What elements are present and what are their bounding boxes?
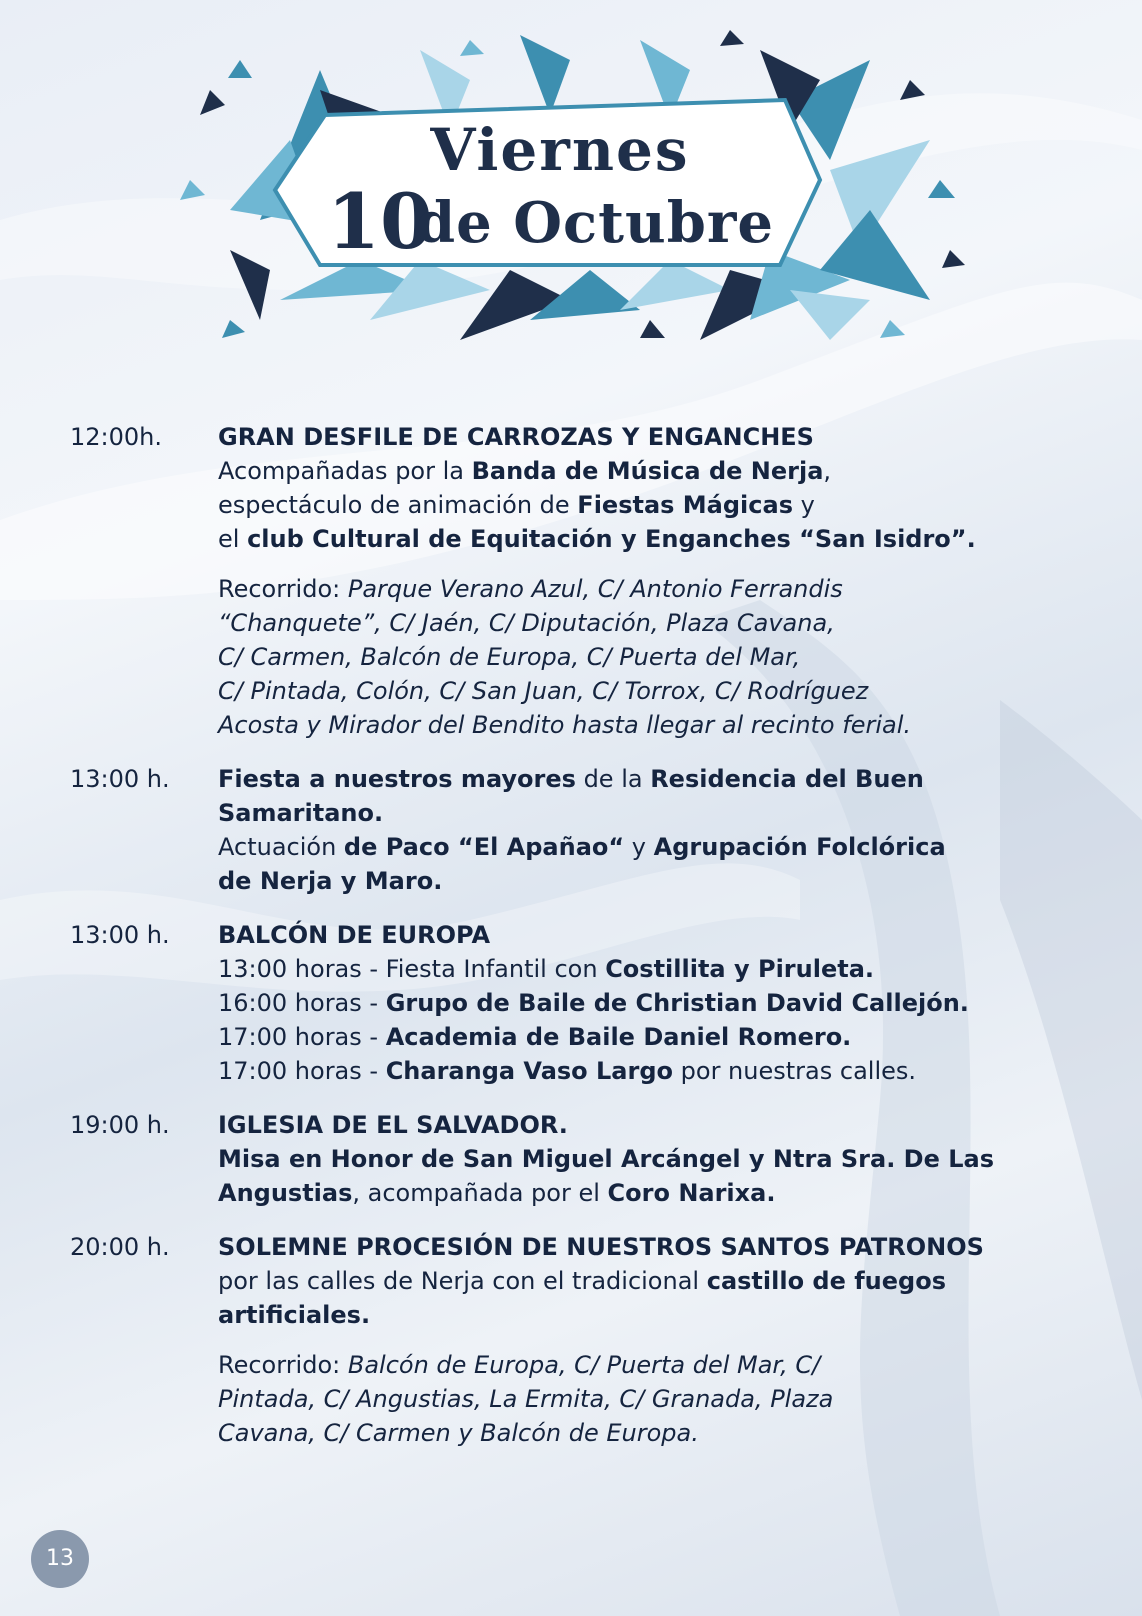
title-month: de Octubre	[415, 190, 775, 256]
bold-text: Misa en Honor de San Miguel Arcángel y Ntra Sra. De Las	[218, 1145, 994, 1173]
event-item	[70, 1108, 1090, 1210]
bold-text: Agrupación Folclórica	[653, 833, 946, 861]
text: por las calles de Nerja con el tradicional	[218, 1267, 707, 1295]
title-weekday: Viernes	[430, 116, 690, 184]
bold-text: de Nerja y Maro.	[218, 867, 443, 895]
route-line	[218, 572, 1090, 606]
event-item	[70, 918, 1090, 1088]
text: por nuestras calles.	[673, 1057, 917, 1085]
description-line	[218, 864, 1090, 898]
bold-text: Charanga Vaso Largo	[385, 1057, 674, 1085]
route-line	[218, 674, 1090, 708]
bold-text: Angustias	[218, 1179, 353, 1207]
schedule-line	[218, 986, 1090, 1020]
text: de la	[575, 765, 651, 793]
text: 16:00 horas -	[218, 989, 386, 1017]
route-block	[218, 572, 1090, 742]
text: y	[792, 491, 815, 519]
description-line	[218, 1108, 1090, 1142]
event-description	[218, 762, 1090, 898]
bold-text: GRAN DESFILE DE CARROZAS Y ENGANCHES	[218, 423, 814, 451]
text: ,	[823, 457, 832, 485]
route-label: Recorrido:	[218, 1351, 348, 1379]
bold-text: BALCÓN DE EUROPA	[218, 921, 491, 949]
event-item	[70, 1230, 1090, 1450]
route-streets: C/ Pintada, Colón, C/ San Juan, C/ Torrox, C/ Rodríguez	[218, 677, 869, 705]
description-line	[218, 762, 1090, 796]
event-time: 12:00h.	[70, 423, 163, 451]
route-streets: “Chanquete”, C/ Jaén, C/ Diputación, Plaza Cavana,	[218, 609, 835, 637]
description-line	[218, 454, 1090, 488]
text: espectáculo de animación de	[218, 491, 578, 519]
text: Actuación	[218, 833, 344, 861]
description-line	[218, 830, 1090, 864]
route-line	[218, 708, 1090, 742]
event-description	[218, 420, 1090, 742]
bold-text: Grupo de Baile de Christian David Callejón.	[385, 989, 969, 1017]
route-streets: Acosta y Mirador del Bendito hasta llegar al recinto ferial.	[218, 711, 911, 739]
title-banner	[170, 20, 970, 350]
bold-text: Fiestas Mágicas	[577, 491, 793, 519]
event-time: 20:00 h.	[70, 1233, 170, 1261]
bold-text: castillo de fuegos	[706, 1267, 946, 1295]
description-line	[218, 918, 1090, 952]
bold-text: Coro Narixa.	[607, 1179, 776, 1207]
description-line	[218, 488, 1090, 522]
bold-text: Banda de Música de Nerja	[471, 457, 824, 485]
text: 17:00 horas -	[218, 1057, 386, 1085]
text: , acompañada por el	[352, 1179, 608, 1207]
text: 13:00 horas - Fiesta Infantil con	[218, 955, 606, 983]
route-line	[218, 1348, 1090, 1382]
bold-text: Costillita y Piruleta.	[605, 955, 875, 983]
bold-text: SOLEMNE PROCESIÓN DE NUESTROS SANTOS PATRONOS	[218, 1233, 984, 1261]
route-streets: Balcón de Europa, C/ Puerta del Mar, C/	[347, 1351, 821, 1379]
event-description	[218, 918, 1090, 1088]
event-item	[70, 762, 1090, 898]
event-description	[218, 1230, 1090, 1450]
description-line	[218, 796, 1090, 830]
route-streets: Parque Verano Azul, C/ Antonio Ferrandis	[347, 575, 843, 603]
bold-text: club Cultural de Equitación y Enganches “San Isidro”.	[247, 525, 976, 553]
event-time: 19:00 h.	[70, 1111, 170, 1139]
schedule-line	[218, 1020, 1090, 1054]
route-label: Recorrido:	[218, 575, 348, 603]
description-line	[218, 420, 1090, 454]
event-program	[70, 420, 1090, 1470]
text: 17:00 horas -	[218, 1023, 386, 1051]
description-line	[218, 1230, 1090, 1264]
bold-text: IGLESIA DE EL SALVADOR.	[218, 1111, 568, 1139]
event-description	[218, 1108, 1090, 1210]
bold-text: Residencia del Buen	[650, 765, 924, 793]
event-time: 13:00 h.	[70, 765, 170, 793]
text: y	[624, 833, 654, 861]
text: Acompañadas por la	[218, 457, 472, 485]
route-line	[218, 1382, 1090, 1416]
description-line	[218, 1264, 1090, 1298]
description-line	[218, 1176, 1090, 1210]
route-line	[218, 640, 1090, 674]
bold-text: Academia de Baile Daniel Romero.	[385, 1023, 852, 1051]
route-streets: Pintada, C/ Angustias, La Ermita, C/ Granada, Plaza	[218, 1385, 834, 1413]
route-streets: C/ Carmen, Balcón de Europa, C/ Puerta del Mar,	[218, 643, 801, 671]
bold-text: Samaritano.	[218, 799, 384, 827]
bold-text: artificiales.	[218, 1301, 371, 1329]
route-line	[218, 1416, 1090, 1450]
description-line	[218, 1298, 1090, 1332]
description-line	[218, 1142, 1090, 1176]
route-line	[218, 606, 1090, 640]
description-line	[218, 522, 1090, 556]
route-block	[218, 1348, 1090, 1450]
bold-text: de Paco “El Apañao“	[343, 833, 625, 861]
text: el	[218, 525, 248, 553]
schedule-line	[218, 952, 1090, 986]
event-item	[70, 420, 1090, 742]
bold-text: Fiesta a nuestros mayores	[218, 765, 576, 793]
title-day: 10	[327, 177, 433, 266]
schedule-line	[218, 1054, 1090, 1088]
route-streets: Cavana, C/ Carmen y Balcón de Europa.	[218, 1419, 699, 1447]
page-number: 13	[31, 1530, 89, 1588]
event-time: 13:00 h.	[70, 921, 170, 949]
